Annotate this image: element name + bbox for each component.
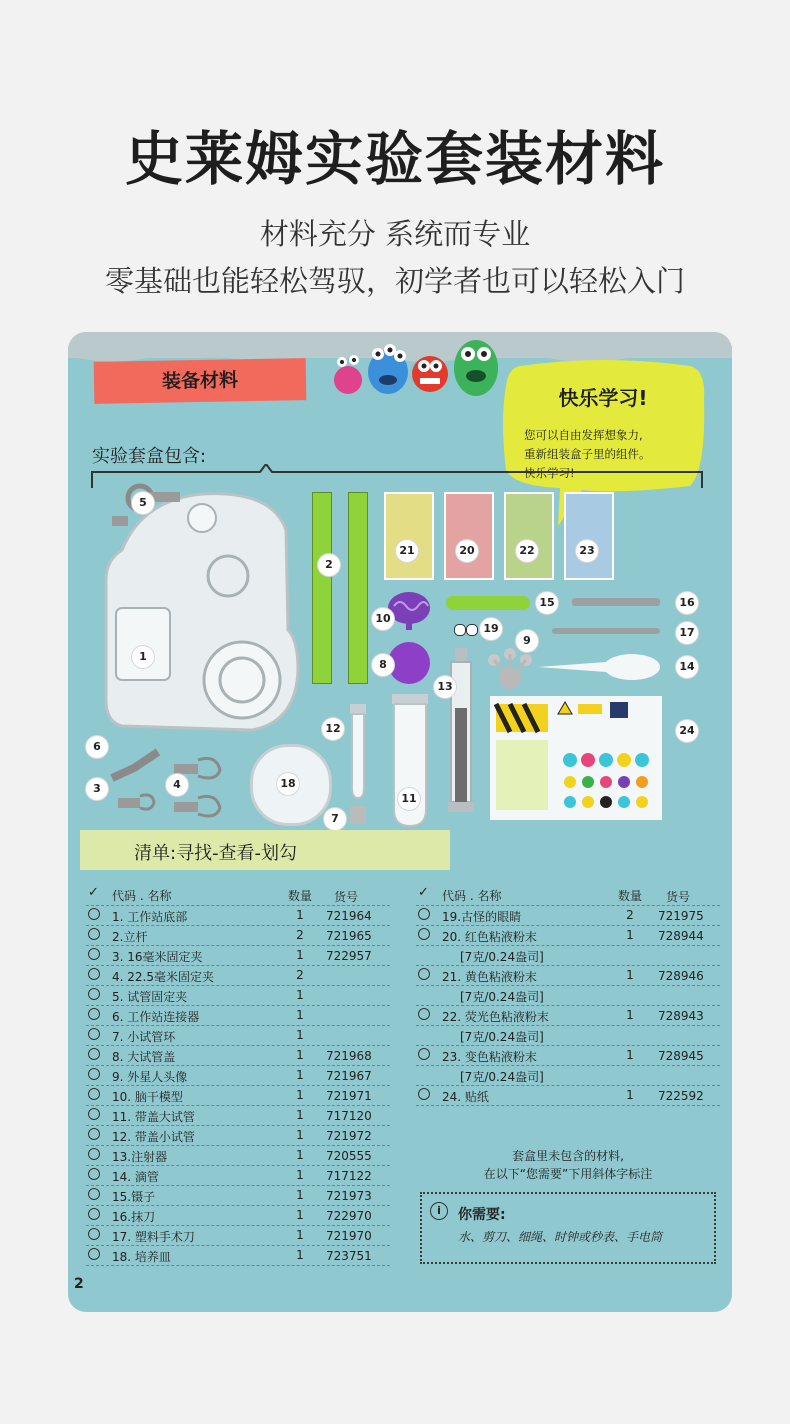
table-row bbox=[416, 1066, 720, 1086]
powder-bottle-yellow bbox=[384, 492, 434, 580]
item-number-19: 19 bbox=[480, 618, 502, 640]
row-code: 723751 bbox=[326, 1249, 372, 1263]
not-included-note bbox=[416, 1147, 720, 1183]
checkbox-circle[interactable] bbox=[418, 928, 430, 940]
subtitle-line-1: 材料充分 系统而专业 bbox=[259, 217, 531, 251]
powder-bottle-green bbox=[504, 492, 554, 580]
row-code: 721972 bbox=[326, 1129, 372, 1143]
row-qty: 1 bbox=[626, 928, 634, 942]
checkbox-circle[interactable] bbox=[88, 968, 100, 980]
row-qty: 1 bbox=[296, 1068, 304, 1082]
checkbox-circle[interactable] bbox=[88, 988, 100, 1000]
item-number-18: 18 bbox=[277, 773, 299, 795]
checkbox-circle[interactable] bbox=[88, 1108, 100, 1120]
row-qty: 1 bbox=[296, 1208, 304, 1222]
row-name: 19.古怪的眼睛 bbox=[442, 910, 522, 924]
item-number-7: 7 bbox=[324, 808, 346, 830]
row-qty: 1 bbox=[296, 1028, 304, 1042]
row-qty: 1 bbox=[296, 1008, 304, 1022]
table-row bbox=[86, 1066, 390, 1086]
row-qty: 1 bbox=[296, 908, 304, 922]
item-number-10: 10 bbox=[372, 608, 394, 630]
brain-model-image bbox=[386, 590, 432, 630]
row-code: 728944 bbox=[658, 929, 704, 943]
row-code: 717122 bbox=[326, 1169, 372, 1183]
table-row bbox=[86, 966, 390, 986]
row-name: 6. 工作站连接器 bbox=[112, 1010, 200, 1024]
row-code: 721968 bbox=[326, 1049, 372, 1063]
row-name: [7克/0.24盎司] bbox=[460, 1070, 544, 1084]
row-code: 722970 bbox=[326, 1209, 372, 1223]
row-qty: 1 bbox=[626, 1048, 634, 1062]
table-row bbox=[416, 1026, 720, 1046]
item-number-6: 6 bbox=[86, 736, 108, 758]
row-name: 18. 培养皿 bbox=[112, 1250, 171, 1264]
tweezers-image bbox=[446, 596, 530, 610]
checkbox-circle[interactable] bbox=[88, 1208, 100, 1220]
item-number-23: 23 bbox=[576, 540, 598, 562]
row-name: 16.抹刀 bbox=[112, 1210, 156, 1224]
item-number-21: 21 bbox=[396, 540, 418, 562]
item-number-1: 1 bbox=[132, 646, 154, 668]
row-qty: 2 bbox=[296, 928, 304, 942]
checkbox-circle[interactable] bbox=[88, 908, 100, 920]
row-code: 721973 bbox=[326, 1189, 372, 1203]
row-name: 7. 小试管环 bbox=[112, 1030, 176, 1044]
row-code: 721965 bbox=[326, 929, 372, 943]
you-need-text: 水、剪刀、细绳、时钟或秒表、手电筒 bbox=[458, 1230, 663, 1244]
row-name: 23. 变色粘液粉末 bbox=[442, 1050, 537, 1064]
checkbox-circle[interactable] bbox=[88, 1148, 100, 1160]
row-code: 721967 bbox=[326, 1069, 372, 1083]
googly-eye-image bbox=[466, 624, 478, 636]
checkbox-circle[interactable] bbox=[88, 1068, 100, 1080]
row-name: 15.镊子 bbox=[112, 1190, 156, 1204]
row-qty: 1 bbox=[296, 1168, 304, 1182]
powder-bottle-red bbox=[444, 492, 494, 580]
row-qty: 1 bbox=[296, 948, 304, 962]
row-code: 717120 bbox=[326, 1109, 372, 1123]
page-title: 史莱姆实验套装材料 bbox=[124, 125, 665, 193]
row-code: 721971 bbox=[326, 1089, 372, 1103]
row-qty: 1 bbox=[626, 1008, 634, 1022]
row-qty: 1 bbox=[296, 1188, 304, 1202]
table-row bbox=[416, 906, 720, 926]
checkbox-circle[interactable] bbox=[88, 948, 100, 960]
table-row bbox=[86, 1106, 390, 1126]
table-row bbox=[86, 1246, 390, 1266]
checkbox-circle[interactable] bbox=[88, 928, 100, 940]
note-line-1: 套盒里未包含的材料, bbox=[512, 1149, 624, 1163]
checklist-tag-label: 清单:寻找-查看-划勾 bbox=[134, 843, 298, 864]
row-code: 728945 bbox=[658, 1049, 704, 1063]
row-name: 5. 试管固定夹 bbox=[112, 990, 188, 1004]
checkbox-circle[interactable] bbox=[418, 968, 430, 980]
item-number-5: 5 bbox=[132, 492, 154, 514]
large-tube-cap-image bbox=[388, 642, 430, 684]
header-name: 代码 . 名称 bbox=[442, 889, 502, 903]
table-row bbox=[416, 1006, 720, 1026]
item-number-2: 2 bbox=[318, 554, 340, 576]
item-number-13: 13 bbox=[434, 676, 456, 698]
header-qty: 数量 bbox=[287, 889, 312, 903]
subtitle-line-2: 零基础也能轻松驾驭，初学者也可以轻松入门 bbox=[104, 264, 685, 298]
table-row bbox=[86, 906, 390, 926]
table-header bbox=[416, 885, 720, 906]
row-name: 11. 带盖大试管 bbox=[112, 1110, 195, 1124]
table-row bbox=[86, 1046, 390, 1066]
table-row bbox=[416, 986, 720, 1006]
kit-contents-label: 实验套盒包含: bbox=[92, 446, 207, 467]
row-name: 24. 贴纸 bbox=[442, 1090, 489, 1104]
you-need-box bbox=[420, 1192, 716, 1264]
googly-eye-image bbox=[454, 624, 466, 636]
table-row bbox=[86, 1206, 390, 1226]
rod-image bbox=[348, 492, 368, 684]
checkbox-circle[interactable] bbox=[88, 1088, 100, 1100]
row-name: [7克/0.24盎司] bbox=[460, 1030, 544, 1044]
row-name: 22. 荧光色粘液粉末 bbox=[442, 1010, 549, 1024]
checkbox-circle[interactable] bbox=[88, 1128, 100, 1140]
row-name: 9. 外星人头像 bbox=[112, 1070, 188, 1084]
table-row bbox=[86, 1026, 390, 1046]
item-number-16: 16 bbox=[676, 592, 698, 614]
note-line-2: 在以下“您需要”下用斜体字标注 bbox=[483, 1167, 653, 1181]
row-code: 728946 bbox=[658, 969, 704, 983]
row-qty: 1 bbox=[296, 988, 304, 1002]
row-name: 21. 黄色粘液粉末 bbox=[442, 970, 537, 984]
checkbox-circle[interactable] bbox=[418, 908, 430, 920]
scalpel-image bbox=[552, 628, 660, 634]
item-number-4: 4 bbox=[166, 774, 188, 796]
row-name: 1. 工作站底部 bbox=[112, 910, 188, 924]
row-code: 722957 bbox=[326, 949, 372, 963]
row-code: 721964 bbox=[326, 909, 372, 923]
spatula-image bbox=[572, 598, 660, 606]
row-name: 8. 大试管盖 bbox=[112, 1050, 176, 1064]
row-qty: 2 bbox=[626, 908, 634, 922]
row-qty: 1 bbox=[296, 1128, 304, 1142]
checkbox-circle[interactable] bbox=[88, 1228, 100, 1240]
checkbox-circle[interactable] bbox=[418, 1008, 430, 1020]
table-row bbox=[86, 1126, 390, 1146]
table-row bbox=[86, 1166, 390, 1186]
table-row bbox=[416, 926, 720, 946]
table-row bbox=[86, 926, 390, 946]
checkbox-circle[interactable] bbox=[88, 1188, 100, 1200]
row-qty: 1 bbox=[296, 1108, 304, 1122]
header-qty: 数量 bbox=[617, 889, 642, 903]
bubble-line-3: 快乐学习! bbox=[524, 466, 575, 480]
checkbox-circle[interactable] bbox=[418, 1048, 430, 1060]
item-number-20: 20 bbox=[456, 540, 478, 562]
checklist-table-right bbox=[416, 885, 720, 1106]
row-code: 721975 bbox=[658, 909, 704, 923]
checkbox-circle[interactable] bbox=[88, 1028, 100, 1040]
checkbox-circle[interactable] bbox=[88, 1168, 100, 1180]
header-code: 货号 bbox=[334, 890, 359, 904]
item-number-14: 14 bbox=[676, 656, 698, 678]
row-qty: 1 bbox=[296, 1148, 304, 1162]
item-number-9: 9 bbox=[516, 630, 538, 652]
row-qty: 1 bbox=[296, 1248, 304, 1262]
row-qty: 1 bbox=[626, 968, 634, 982]
small-tube-ring-image bbox=[350, 806, 366, 824]
item-number-24: 24 bbox=[676, 720, 698, 742]
item-number-17: 17 bbox=[676, 622, 698, 644]
page-number: 2 bbox=[74, 1276, 84, 1292]
header-code: 货号 bbox=[666, 890, 691, 904]
row-qty: 1 bbox=[296, 1088, 304, 1102]
checkbox-circle[interactable] bbox=[88, 1048, 100, 1060]
table-header bbox=[86, 885, 390, 906]
rod-image bbox=[312, 492, 332, 684]
syringe-image bbox=[448, 648, 474, 824]
row-code: 728943 bbox=[658, 1009, 704, 1023]
header-name: 代码 . 名称 bbox=[112, 889, 172, 903]
row-name: 12. 带盖小试管 bbox=[112, 1130, 195, 1144]
workstation-connector-image bbox=[108, 744, 168, 784]
row-name: 13.注射器 bbox=[112, 1150, 168, 1164]
checklist-table-left bbox=[86, 885, 390, 1266]
powder-bottle-blue bbox=[564, 492, 614, 580]
checklist-tag bbox=[80, 830, 450, 870]
row-name: 10. 脑干模型 bbox=[112, 1090, 183, 1104]
row-name: [7克/0.24盎司] bbox=[460, 990, 544, 1004]
info-icon: i bbox=[430, 1202, 448, 1220]
checkmark-icon: ✓ bbox=[88, 885, 99, 900]
row-qty: 2 bbox=[296, 968, 304, 982]
checkbox-circle[interactable] bbox=[418, 1088, 430, 1100]
checkbox-circle[interactable] bbox=[88, 1248, 100, 1260]
row-name: [7克/0.24盎司] bbox=[460, 950, 544, 964]
table-row bbox=[86, 1226, 390, 1246]
row-qty: 1 bbox=[626, 1088, 634, 1102]
checkmark-icon: ✓ bbox=[418, 885, 429, 900]
small-tube-image bbox=[348, 704, 368, 800]
row-qty: 1 bbox=[296, 1228, 304, 1242]
table-row bbox=[86, 1186, 390, 1206]
table-row bbox=[86, 1006, 390, 1026]
item-number-22: 22 bbox=[516, 540, 538, 562]
item-number-11: 11 bbox=[398, 788, 420, 810]
bubble-line-1: 您可以自由发挥想象力, bbox=[524, 428, 643, 442]
table-row bbox=[416, 946, 720, 966]
item-number-3: 3 bbox=[86, 778, 108, 800]
alien-head-image bbox=[486, 646, 534, 690]
sticker-sheet-image bbox=[490, 696, 662, 820]
row-name: 17. 塑料手术刀 bbox=[112, 1230, 195, 1244]
table-row bbox=[86, 946, 390, 966]
table-row bbox=[416, 966, 720, 986]
checkbox-circle[interactable] bbox=[88, 1008, 100, 1020]
item-number-15: 15 bbox=[536, 592, 558, 614]
table-row bbox=[416, 1046, 720, 1066]
table-row bbox=[86, 1086, 390, 1106]
row-qty: 1 bbox=[296, 1048, 304, 1062]
you-need-title: 你需要: bbox=[458, 1207, 506, 1223]
row-name: 14. 滴管 bbox=[112, 1170, 159, 1184]
materials-panel bbox=[68, 332, 732, 1312]
row-code: 720555 bbox=[326, 1149, 372, 1163]
row-code: 722592 bbox=[658, 1089, 704, 1103]
item-number-12: 12 bbox=[322, 718, 344, 740]
row-name: 3. 16毫米固定夹 bbox=[112, 950, 203, 964]
bubble-title: 快乐学习! bbox=[558, 386, 648, 410]
table-row bbox=[416, 1086, 720, 1106]
row-code: 721970 bbox=[326, 1229, 372, 1243]
row-name: 4. 22.5毫米固定夹 bbox=[112, 970, 214, 984]
clip-16mm-image bbox=[116, 790, 156, 814]
equipment-tag-label: 装备材料 bbox=[161, 369, 239, 393]
table-row bbox=[86, 986, 390, 1006]
dropper-image bbox=[536, 652, 662, 682]
row-name: 2.立杆 bbox=[112, 930, 148, 944]
table-row bbox=[86, 1146, 390, 1166]
item-number-8: 8 bbox=[372, 654, 394, 676]
kit-items-illustration bbox=[68, 332, 732, 852]
row-name: 20. 红色粘液粉末 bbox=[442, 930, 537, 944]
bubble-line-2: 重新组装盒子里的组件。 bbox=[524, 447, 651, 461]
